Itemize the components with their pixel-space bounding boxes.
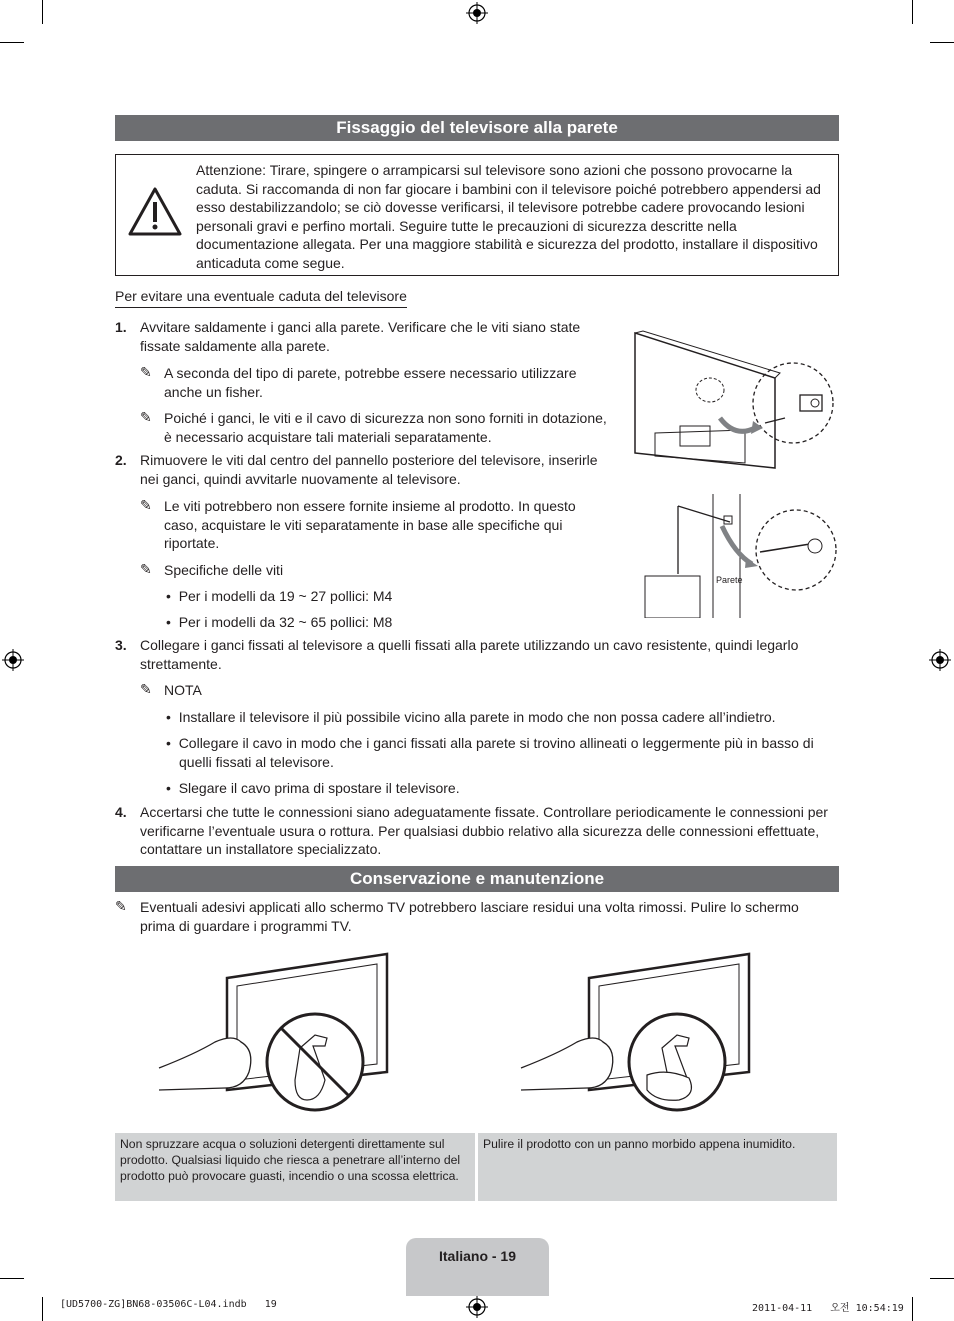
note-item xyxy=(140,409,610,446)
note-pencil-icon: ✎ xyxy=(140,681,152,697)
caption-dont: Non spruzzare acqua o soluzioni detergenti direttamente sul prodotto. Qualsiasi liquido che riesca a penetrare all’interno del prodotto può provocare guasti, incendio o una scossa elettrica. xyxy=(115,1133,475,1201)
list-item: • Per i modelli da 19 ~ 27 pollici: M4 xyxy=(166,588,393,604)
note-text: NOTA xyxy=(164,682,202,698)
warning-label: Attenzione xyxy=(196,162,263,178)
note-text: Specifiche delle viti xyxy=(164,562,284,578)
page-number: Italiano - 19 xyxy=(406,1238,549,1296)
note-pencil-icon: ✎ xyxy=(140,561,152,577)
registration-mark-icon xyxy=(2,649,24,671)
step-text: Avvitare saldamente i ganci alla parete. Verificare che le viti siano state fissate saldamente alla parete. xyxy=(140,319,581,354)
warning-body: : Tirare, spingere o arrampicarsi sul televisore sono azioni che possono provocarne la caduta. Si raccomanda di non far giocare i bambini con il televisore poiché potrebbero appendersi ad esso destabilizzandolo; se ciò dovesse verificarsi, il televisore potrebbe cadere provocando lesioni personali gravi e perfino mortali. Seguire tutte le precauzioni di sicurezza descritte nella documentazione allegata. Per una maggiore stabilità e sicurezza del prodotto, installare il dispositivo anticaduta come segue. xyxy=(196,162,821,271)
note-pencil-icon: ✎ xyxy=(140,409,152,425)
warning-box xyxy=(115,154,839,276)
crop-mark xyxy=(912,1297,913,1321)
step-text: Collegare i ganci fissati al televisore a quelli fissati alla parete utilizzando un cavo resistente, quindi legarlo strettamente. xyxy=(140,637,799,672)
step-number: 4. xyxy=(115,804,127,820)
list-item-text: Installare il televisore il più possibile vicino alla parete in modo che non possa cadere all’indietro. xyxy=(178,709,776,725)
note-text: Le viti potrebbero non essere fornite insieme al prodotto. In questo caso, acquistare le viti separatamente in base alle specifiche qui riportate. xyxy=(164,498,576,552)
crop-mark xyxy=(912,0,913,24)
note-text: Eventuali adesivi applicati allo schermo TV potrebbero lasciare residui una volta rimossi. Pulire lo schermo prima di guardare i programmi TV. xyxy=(140,899,799,934)
crop-mark xyxy=(930,42,954,43)
note-pencil-icon: ✎ xyxy=(140,497,152,513)
note-item xyxy=(115,898,835,935)
note-item xyxy=(140,497,610,553)
cleaning-do-illustration xyxy=(517,950,757,1120)
step-number: 2. xyxy=(115,452,127,468)
crop-mark xyxy=(42,1297,43,1321)
warning-triangle-icon xyxy=(126,185,184,239)
crop-mark xyxy=(0,42,24,43)
note-pencil-icon: ✎ xyxy=(140,364,152,380)
list-item: • Collegare il cavo in modo che i ganci fissati alla parete si trovino allineati o leggermente più in basso di quelli fissati al televisore. xyxy=(166,735,814,770)
note-pencil-icon: ✎ xyxy=(115,898,127,914)
step-number: 1. xyxy=(115,319,127,335)
wall-label: Parete xyxy=(716,575,743,585)
list-item-text: Per i modelli da 32 ~ 65 pollici: M8 xyxy=(178,614,393,630)
footer-file: [UD5700-ZG]BN68-03506C-L04.indb 19 xyxy=(60,1299,277,1310)
cleaning-dont-illustration xyxy=(155,950,395,1120)
crop-mark xyxy=(42,0,43,24)
list-item-text: Slegare il cavo prima di spostare il televisore. xyxy=(178,780,460,796)
registration-mark-icon xyxy=(929,649,951,671)
registration-mark-icon xyxy=(466,2,488,24)
tv-anchor-illustration xyxy=(625,328,840,478)
wall-cable-illustration xyxy=(640,494,840,618)
list-item: • Per i modelli da 32 ~ 65 pollici: M8 xyxy=(166,614,393,630)
subheading: Per evitare una eventuale caduta del televisore xyxy=(115,287,407,308)
note-item xyxy=(140,681,340,700)
warning-text xyxy=(196,161,831,273)
crop-mark xyxy=(930,1278,954,1279)
note-item xyxy=(140,364,610,401)
list-item-text: Per i modelli da 19 ~ 27 pollici: M4 xyxy=(178,588,393,604)
list-item: • Installare il televisore il più possibile vicino alla parete in modo che non possa cadere all’indietro. xyxy=(166,709,776,725)
step-text: Rimuovere le viti dal centro del pannello posteriore del televisore, inserirle nei ganci, quindi avvitarle nuovamente al televisore. xyxy=(140,452,598,487)
registration-mark-icon xyxy=(466,1296,488,1318)
step-number: 3. xyxy=(115,637,127,653)
footer-date: 2011-04-11 오전 10:54:19 xyxy=(752,1303,904,1314)
section-title-wall-fixing: Fissaggio del televisore alla parete xyxy=(115,115,839,141)
list-item: • Slegare il cavo prima di spostare il televisore. xyxy=(166,780,460,796)
note-item xyxy=(140,561,610,580)
note-text: A seconda del tipo di parete, potrebbe essere necessario utilizzare anche un fisher. xyxy=(164,365,577,400)
caption-do: Pulire il prodotto con un panno morbido appena inumidito. xyxy=(478,1133,837,1201)
crop-mark xyxy=(0,1278,24,1279)
step-text: Accertarsi che tutte le connessioni siano adeguatamente fissate. Controllare periodicamente le connessioni per verificarne l’eventuale usura o rottura. Per qualsiasi dubbio relativo alla sicurezza delle connessioni effettuate, contattare un installatore specializzato. xyxy=(140,804,828,858)
list-item-text: Collegare il cavo in modo che i ganci fissati alla parete si trovino allineati o leggermente più in basso di quelli fissati al televisore. xyxy=(178,735,814,770)
section-title-care: Conservazione e manutenzione xyxy=(115,866,839,892)
note-text: Poiché i ganci, le viti e il cavo di sicurezza non sono forniti in dotazione, è necessario acquistare tali materiali separatamente. xyxy=(164,410,607,445)
